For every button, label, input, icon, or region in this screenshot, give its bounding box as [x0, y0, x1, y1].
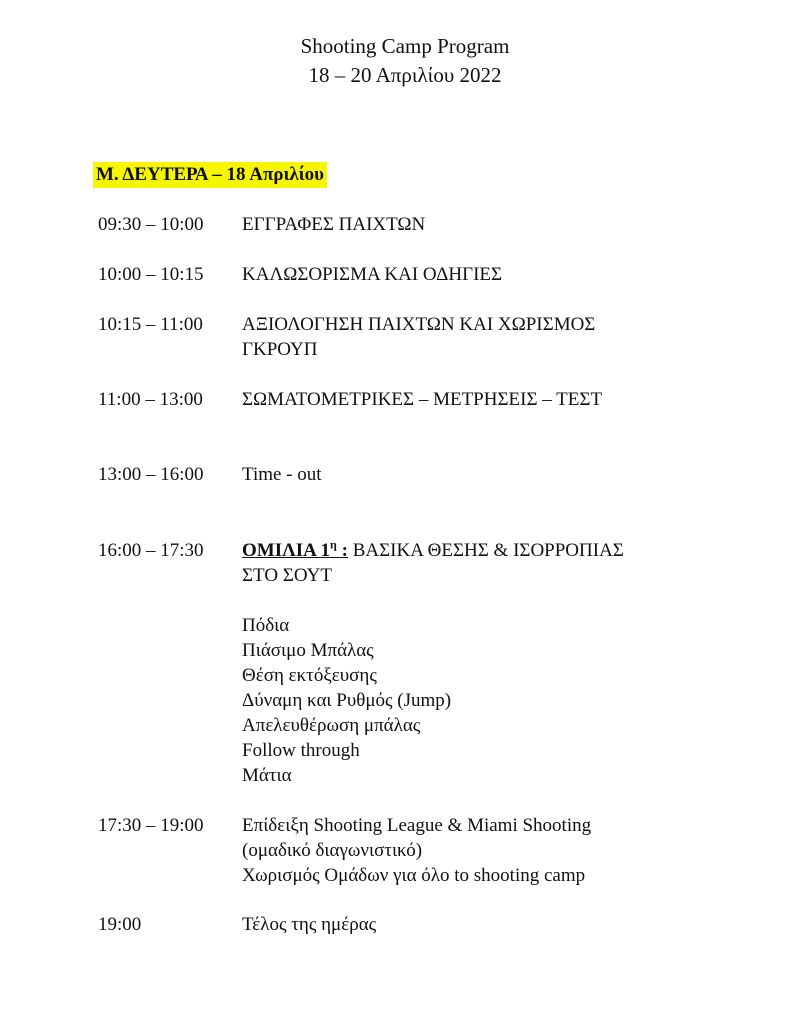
schedule-description: [242, 912, 702, 937]
schedule-line: Time - out: [242, 464, 322, 485]
schedule-line: ΣΩΜΑΤΟΜΕΤΡΙΚΕΣ – ΜΕΤΡΗΣΕΙΣ – ΤΕΣΤ: [242, 389, 603, 410]
program-title: Shooting Camp Program: [300, 34, 510, 58]
schedule-line: ΓΚΡΟΥΠ: [242, 339, 318, 360]
schedule-line: ΚΑΛΩΣΟΡΙΣΜΑ ΚΑΙ ΟΔΗΓΙΕΣ: [242, 264, 503, 285]
lecture-topics-list: [242, 613, 451, 788]
schedule-line: ΒΑΣΙΚΑ ΘΕΣΗΣ & ΙΣΟΡΡΟΠΙΑΣ: [347, 540, 624, 561]
lecture-title-line: [242, 538, 702, 563]
lecture-ordinal: η: [330, 537, 337, 552]
schedule-line: ΑΞΙΟΛΟΓΗΣΗ ΠΑΙΧΤΩΝ ΚΑΙ ΧΩΡΙΣΜΟΣ: [242, 314, 596, 335]
schedule-time: 13:00 – 16:00: [98, 464, 204, 485]
schedule-line: ΣΤΟ ΣΟΥΤ: [242, 565, 332, 586]
program-header: [0, 32, 810, 90]
schedule-time: 09:30 – 10:00: [98, 214, 204, 235]
lecture-label: ΟΜΙΛΙΑ $1^\eta$ :: [242, 537, 348, 561]
schedule-line: Τέλος της ημέρας: [242, 914, 377, 935]
schedule-line: Χωρισμός Ομάδων για όλο to shooting camp: [242, 865, 586, 886]
list-item: Δύναμη και Ρυθμός (Jump): [242, 690, 452, 711]
day-heading: Μ. ΔΕΥΤΕΡΑ – 18 Απριλίου: [93, 162, 327, 188]
schedule-time: 17:30 – 19:00: [98, 815, 204, 836]
program-dates: 18 – 20 Απριλίου 2022: [308, 63, 502, 87]
schedule-description: [242, 312, 702, 362]
schedule-description: [242, 387, 702, 412]
schedule-line: ΕΓΓΡΑΦΕΣ ΠΑΙΧΤΩΝ: [242, 214, 426, 235]
list-item: Follow through: [242, 740, 360, 761]
schedule-description: [242, 262, 702, 287]
list-item: Πιάσιμο Μπάλας: [242, 640, 374, 661]
schedule-time: 16:00 – 17:30: [98, 540, 204, 561]
schedule-time: 10:15 – 11:00: [98, 314, 203, 335]
list-item: Μάτια: [242, 765, 292, 786]
schedule-time: 10:00 – 10:15: [98, 264, 204, 285]
list-item: Πόδια: [242, 615, 290, 636]
list-item: Απελευθέρωση μπάλας: [242, 715, 421, 736]
schedule-time: 11:00 – 13:00: [98, 389, 203, 410]
schedule-description: [242, 538, 702, 588]
schedule-description: [242, 212, 702, 237]
lecture-colon: :: [336, 540, 348, 561]
schedule-line: Επίδειξη Shooting League & Miami Shooting: [242, 815, 592, 836]
schedule-line: (ομαδικό διαγωνιστικό): [242, 840, 423, 861]
schedule-description: [242, 462, 702, 487]
list-item: Θέση εκτόξευσης: [242, 665, 377, 686]
schedule-description: [242, 813, 702, 888]
schedule-time: 19:00: [98, 914, 142, 935]
